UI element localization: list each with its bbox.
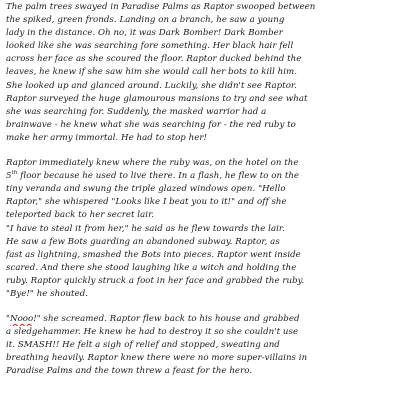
text-line: a sledgehammer. He knew he had to destroy it so she couldn't use [6,327,299,338]
text-line: make her army immortal. He had to stop her! [6,132,208,143]
text-line: the spiked, green fronds. Landing on a branch, he saw a young [6,15,285,26]
text-line: teleported back to her secret lair. [6,210,155,221]
text-line: Raptor," she whispered "Looks like I beat you to it!" and off she [6,197,287,208]
text-line: Paradise Palms and the town threw a feast for the hero. [6,366,253,377]
story-paragraph-2 [6,157,395,301]
text-line: looked like she was searching fore something. Her black hair fell [6,41,294,52]
text-line: Raptor surveyed the huge glamourous mansions to try and see what [6,93,308,104]
text-line: He saw a few Bots guarding an abandoned subway. Raptor, as [6,236,280,247]
text-line: scared. And there she stood laughing like a witch and holding the [6,262,297,273]
text-line: across her face as she scoured the floor. Raptor ducked behind the [6,54,302,65]
story-paragraph-3 [6,313,395,378]
text-line: leaves, he knew if she saw him she would call her bots to kill him. [6,67,298,78]
text-line: She looked up and glanced around. Luckily, she didn't see Raptor. [6,80,297,91]
text-line: it. SMASH!! He felt a sigh of relief and stopped, sweating and [6,340,280,351]
text-line: "Bye!" he shouted. [6,288,89,299]
text-line: The palm trees swayed in Paradise Palms as Raptor swooped between [6,2,316,12]
text-line: tiny veranda and swung the triple glazed windows open. "Hello [6,184,286,195]
text-line: breathing heavily. Raptor knew there were no more super-villains in [6,353,308,364]
text-line: 5th floor because he used to live there. In a flash, he flew to on the [6,170,300,182]
text-line: "I have to steal it from her," he said as he flew towards the lair. [6,223,285,234]
text-line: lady in the distance. Oh no, it was Dark Bomber! Dark Bomber [6,28,283,39]
text-line: Raptor immediately knew where the ruby was, on the hotel on the [6,158,299,169]
text-line: "Nooo!" she screamed. Raptor flew back to his house and grabbed [6,314,300,325]
story-paragraph-1 [6,0,395,145]
text-line: she was searching for. Suddenly, the masked warrior had a [6,106,267,117]
text-line: ruby. Raptor quickly struck a foot in her face and grabbed the ruby. [6,275,305,286]
text-line: fast as lightning, smashed the Bots into pieces. Raptor went inside [6,249,301,260]
text-line: brainwave - he knew what she was searching for - the red ruby to [6,119,296,130]
